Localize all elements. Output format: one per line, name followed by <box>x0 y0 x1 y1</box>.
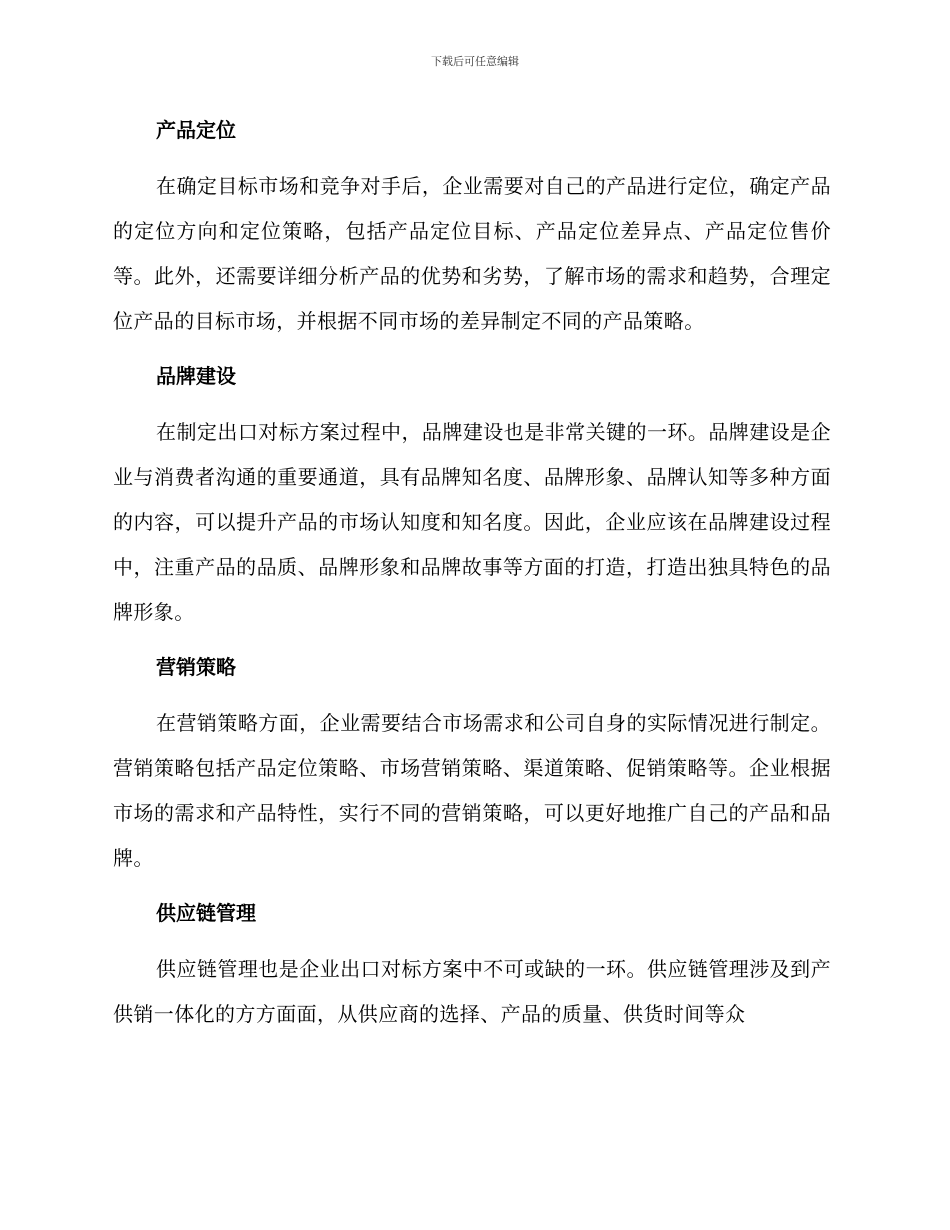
section-marketing-strategy <box>113 647 831 881</box>
section-paragraph: 供应链管理也是企业出口对标方案中不可或缺的一环。供应链管理涉及到产供销一体化的方方面面，从供应商的选择、产品的质量、供货时间等众 <box>113 957 831 1026</box>
section-product-positioning <box>113 110 831 344</box>
section-paragraph: 在制定出口对标方案过程中，品牌建设也是非常关键的一环。品牌建设是企业与消费者沟通的重要通道，具有品牌知名度、品牌形象、品牌认知等多种方面的内容，可以提升产品的市场认知度和知名度。因此，企业应该在品牌建设过程中，注重产品的品质、品牌形象和品牌故事等方面的打造，打造出独具特色的品牌形象。 <box>113 420 831 624</box>
document-body <box>113 110 831 1037</box>
section-heading: 供应链管理 <box>156 901 256 925</box>
section-heading: 营销策略 <box>156 655 236 679</box>
section-paragraph: 在确定目标市场和竞争对手后，企业需要对自己的产品进行定位，确定产品的定位方向和定位策略，包括产品定位目标、产品定位差异点、产品定位售价等。此外，还需要详细分析产品的优势和劣势，了解市场的需求和趋势，合理定位产品的目标市场，并根据不同市场的差异制定不同的产品策略。 <box>113 174 831 333</box>
section-heading: 品牌建设 <box>156 364 236 388</box>
section-brand-building <box>113 356 831 635</box>
section-heading: 产品定位 <box>156 118 236 142</box>
section-paragraph: 在营销策略方面，企业需要结合市场需求和公司自身的实际情况进行制定。营销策略包括产品定位策略、市场营销策略、渠道策略、促销策略等。企业根据市场的需求和产品特性，实行不同的营销策略，可以更好地推广自己的产品和品牌。 <box>113 711 831 870</box>
page-header: 下载后可任意编辑 <box>431 55 519 68</box>
section-supply-chain-management <box>113 893 831 1037</box>
